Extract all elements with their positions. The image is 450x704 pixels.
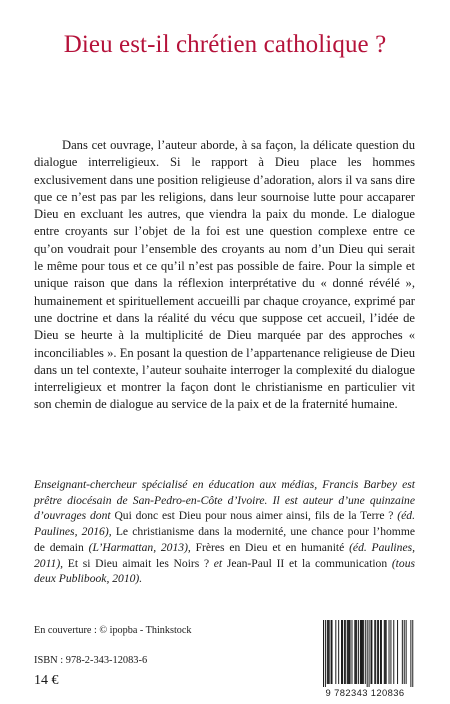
barcode-bar xyxy=(361,620,362,684)
author-work-1: Qui donc est Dieu pour nous aimer ainsi, fils de la Terre ? xyxy=(114,509,398,523)
book-title: Dieu est-il chrétien catholique ? xyxy=(63,31,387,58)
book-summary: Dans cet ouvrage, l’auteur aborde, à sa façon, la délicate question du dialogue interreligieux. Si le rapport à Dieu place les hommes exclusivement dans une position religieuse d’adoration, alors il va sans dire que ce n’est pas par les religions, dans leur sournoise lutte pour accaparer Dieu en excluant les autres, que viendra la paix du monde. Le dialogue entre croyants sur l’objet de la foi est une question complexe entre ce qu’on voudrait pour l’ensemble des croyants au nom d’un Dieu qui serait le même pour tous et ce qu’il n’est pas possible de faire. Pour la simple et unique raison que dans la réflexion interprétative du « donné révélé », humainement et spirituellement accueilli par chaque croyance, exprimé par une doctrine et dans la réalité du vécu que suppose cet accueil, l’idée de Dieu se heurte à la multiplicité de Dieu marquée par des approches « inconciliables ». En posant la question de l’appartenance religieuse de Dieu dans un tel contexte, l’auteur souhaite interroger la complexité du dialogue interreligieux et montrer la façon dont le christianisme en particulier vit son chemin de dialogue au service de la paix et de la fraternité humaine. xyxy=(34,138,415,412)
author-work-2: Le christianisme dans la modernité, une chance pour l’homme de demain xyxy=(34,525,415,554)
barcode-bar xyxy=(347,620,348,684)
barcode-bar xyxy=(348,620,349,684)
barcode-bar xyxy=(375,620,376,684)
barcode-bar xyxy=(412,620,413,690)
author-work-2-publisher: (L’Harmattan, 2013), xyxy=(88,540,191,554)
author-work-5-publisher: (tous deux Publibook, 2010). xyxy=(34,556,415,586)
barcode-bar xyxy=(358,620,359,684)
author-work-4: Et si Dieu aimait les Noirs ? xyxy=(63,556,214,570)
barcode-bar xyxy=(323,620,324,690)
barcode-bar xyxy=(380,620,381,684)
barcode-bar xyxy=(325,620,326,690)
author-work-4-publisher: et xyxy=(213,556,223,570)
author-work-3: Frères en Dieu et en humanité xyxy=(190,540,350,554)
author-work-1-publisher: (éd. Paulines, 2016), xyxy=(34,509,415,539)
barcode-digits: 9 782343 120836 xyxy=(314,687,416,698)
barcode-bar xyxy=(328,620,329,684)
barcode-bar xyxy=(374,620,375,684)
barcode-bar xyxy=(363,620,364,684)
barcode-bar xyxy=(360,620,361,684)
barcode-bar xyxy=(354,620,355,684)
barcode-bar xyxy=(344,620,345,684)
barcode-bar xyxy=(350,620,351,684)
barcode-bar xyxy=(378,620,379,684)
barcode-bar xyxy=(369,620,370,690)
barcode xyxy=(314,620,416,698)
barcode-bar xyxy=(365,620,366,684)
barcode-bar xyxy=(338,620,339,684)
barcode-bar xyxy=(402,620,403,684)
barcode-bar xyxy=(371,620,372,684)
barcode-bar xyxy=(390,620,391,684)
barcode-bar xyxy=(331,620,332,684)
barcode-bar xyxy=(410,620,411,690)
isbn: ISBN : 978-2-343-12083-6 xyxy=(34,655,148,666)
barcode-bar xyxy=(332,620,333,684)
barcode-bar xyxy=(381,620,382,684)
price: 14 € xyxy=(34,673,59,688)
barcode-bar xyxy=(329,620,330,684)
barcode-bar xyxy=(341,620,342,684)
barcode-bar xyxy=(356,620,357,684)
barcode-bar xyxy=(362,620,363,684)
cover-credit: En couverture : © ipopba - Thinkstock xyxy=(34,625,192,636)
barcode-bar xyxy=(335,620,336,684)
author-work-3-publisher: (éd. Paulines, 2011), xyxy=(34,540,415,570)
barcode-bar xyxy=(404,620,405,684)
author-bio xyxy=(34,477,415,587)
barcode-bar xyxy=(367,620,368,690)
barcode-bar xyxy=(342,620,343,684)
author-bio-intro: Enseignant-chercheur spécialisé en éducation aux médias, Francis Barbey est prêtre diocésain de San-Pedro-en-Côte d’Ivoire. Il est auteur d’une quinzaine d’ouvrages dont xyxy=(34,478,415,523)
barcode-bar xyxy=(355,620,356,684)
barcode-bar xyxy=(384,620,385,684)
barcode-bar xyxy=(406,620,407,684)
barcode-bar xyxy=(345,620,346,684)
barcode-bar xyxy=(352,620,353,684)
barcode-bar xyxy=(397,620,398,684)
barcode-bar xyxy=(393,620,394,684)
barcode-bar xyxy=(327,620,328,684)
author-work-5: Jean-Paul II et la communication xyxy=(222,556,392,570)
barcode-bar xyxy=(385,620,386,684)
barcode-bar xyxy=(371,620,372,684)
barcode-bar xyxy=(389,620,390,684)
barcode-bar xyxy=(349,620,350,684)
barcode-bars xyxy=(314,620,416,690)
barcode-bar xyxy=(377,620,378,684)
barcode-bar xyxy=(386,620,387,684)
